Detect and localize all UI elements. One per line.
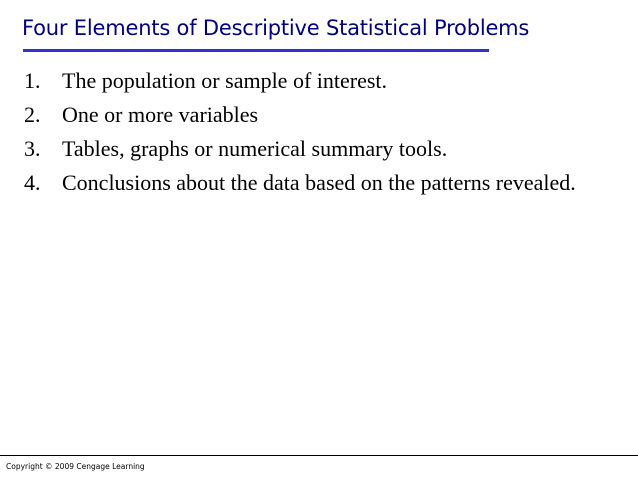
list-item-text: Tables, graphs or numerical summary tools. [62,136,448,161]
list-item-text: Conclusions about the data based on the patterns revealed. [62,170,576,195]
copyright-footer: Copyright © 2009 Cengage Learning [6,462,145,471]
list-item [24,169,624,197]
list-item-text: One or more variables [62,102,259,127]
slide-title: Four Elements of Descriptive Statistical Problems [22,16,530,40]
title-underline [23,49,489,52]
footer-divider [0,455,638,456]
list-item [24,135,624,163]
numbered-list [24,67,624,203]
list-item-number: 3. [24,136,41,161]
list-item-text: The population or sample of interest. [62,68,388,93]
list-item [24,101,624,129]
list-item-number: 4. [24,170,41,195]
list-item-number: 1. [24,68,41,93]
list-item-number: 2. [24,102,41,127]
list-item [24,67,624,95]
